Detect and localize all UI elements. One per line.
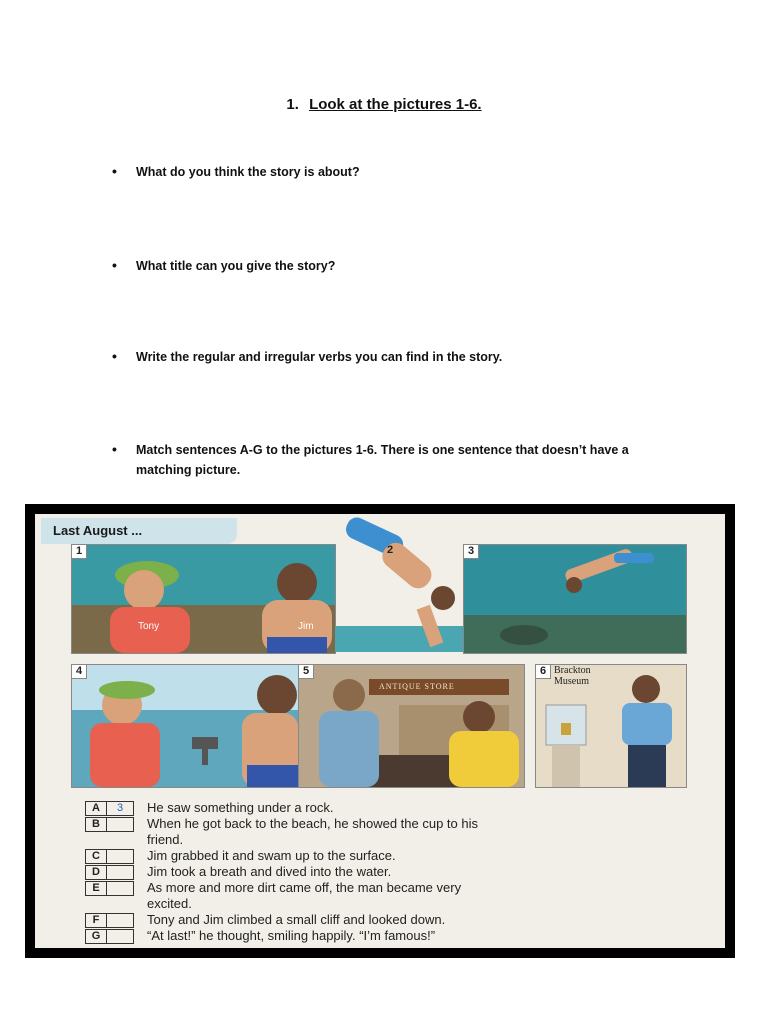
panel-number: 1 (72, 545, 87, 559)
answer-box[interactable] (107, 817, 134, 832)
question-text: Match sentences A-G to the pictures 1-6. There is one sentence that doesn’t have a matching picture. (136, 443, 629, 477)
question-text: Write the regular and irregular verbs you can find in the story. (136, 350, 503, 364)
bullet-icon: • (112, 348, 117, 364)
label-jim: Jim (298, 621, 314, 632)
museum-line-1: Brackton (554, 665, 591, 676)
label-tony: Tony (138, 621, 160, 632)
sentence-d (77, 864, 677, 880)
panel-number: 4 (72, 665, 87, 679)
letter-box: C (85, 849, 107, 864)
antique-store-sign: ANTIQUE STORE (379, 682, 455, 691)
bullet-icon: • (112, 163, 117, 179)
sentence-text: Tony and Jim climbed a small cliff and looked down. (147, 912, 446, 927)
bullet-icon: • (112, 257, 117, 273)
sentence-text: Jim took a breath and dived into the water. (147, 864, 392, 879)
panel-number: 6 (536, 665, 551, 679)
answer-box[interactable] (107, 913, 134, 928)
story-banner: Last August ... (41, 518, 237, 544)
answer-box-group (85, 881, 134, 896)
question-3 (112, 347, 672, 367)
question-1 (112, 162, 672, 182)
question-2 (112, 256, 672, 276)
panel-number: 3 (464, 545, 479, 559)
question-text: What do you think the story is about? (136, 165, 360, 179)
picture-4-illustration (72, 665, 298, 787)
answer-box-group (85, 913, 134, 928)
page-heading (0, 96, 768, 113)
letter-box: A (85, 801, 107, 816)
answer-box[interactable] (107, 929, 134, 944)
story-scan (35, 514, 725, 948)
sentence-b (77, 816, 677, 848)
picture-panel-3 (463, 544, 687, 654)
answer-box-group (85, 817, 134, 832)
answer-box-group (85, 865, 134, 880)
answer-box[interactable] (107, 865, 134, 880)
letter-box: E (85, 881, 107, 896)
panel-number: 2 (387, 544, 394, 556)
museum-sign (554, 665, 591, 687)
sentence-text: When he got back to the beach, he showed the cup to his (147, 816, 478, 831)
picture-panel-4 (71, 664, 299, 788)
sentence-a (77, 800, 677, 816)
picture-2-illustration (335, 516, 463, 652)
question-4 (112, 440, 672, 480)
sentence-list (77, 800, 677, 944)
letter-box: B (85, 817, 107, 832)
sentence-e (77, 880, 677, 912)
picture-panel-5 (298, 664, 525, 788)
sentence-text-continued: friend. (147, 832, 184, 847)
sentence-g (77, 928, 677, 944)
answer-box-group (85, 929, 134, 944)
sentence-text: “At last!” he thought, smiling happily. “I’m famous!” (147, 928, 436, 943)
letter-box: D (85, 865, 107, 880)
sentence-c (77, 848, 677, 864)
answer-box[interactable] (107, 849, 134, 864)
question-text: What title can you give the story? (136, 259, 336, 273)
picture-panel-1 (71, 544, 336, 654)
story-image-frame (25, 504, 735, 958)
picture-panel-2 (335, 516, 463, 652)
sentence-text-continued: excited. (147, 896, 192, 911)
heading-title: Look at the pictures 1-6. (309, 96, 482, 113)
picture-3-illustration (464, 545, 686, 653)
museum-line-2: Museum (554, 676, 589, 687)
answer-box-group (85, 849, 134, 864)
answer-box[interactable]: 3 (107, 801, 134, 816)
answer-box-group (85, 801, 134, 816)
sentence-f (77, 912, 677, 928)
picture-1-illustration (72, 545, 335, 653)
sentence-text: Jim grabbed it and swam up to the surface. (147, 848, 396, 863)
bullet-icon: • (112, 441, 117, 457)
sentence-text: As more and more dirt came off, the man became very (147, 880, 462, 895)
panel-number: 5 (299, 665, 314, 679)
heading-number: 1. (286, 96, 299, 113)
letter-box: G (85, 929, 107, 944)
letter-box: F (85, 913, 107, 928)
sentence-text: He saw something under a rock. (147, 800, 334, 815)
picture-panel-6 (535, 664, 687, 788)
answer-box[interactable] (107, 881, 134, 896)
